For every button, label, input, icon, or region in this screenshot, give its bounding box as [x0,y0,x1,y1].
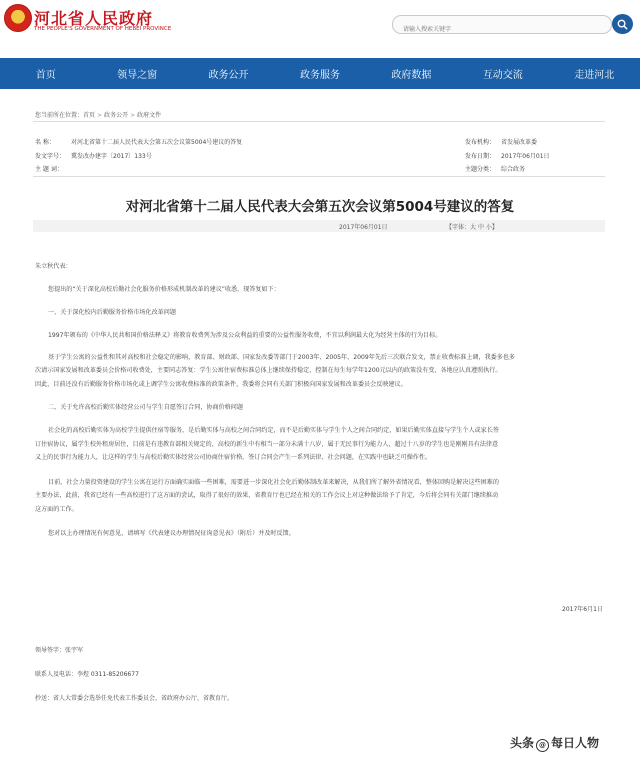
breadcrumb-home[interactable]: 首页 [83,112,96,119]
meta-name-label: 名 称： [35,139,55,146]
section-heading-2: 二、关于允许高校后勤实体经营公司与学生自愿签订合同，协商价格问题 [48,404,243,411]
meta-docno-label: 发文字号： [35,153,66,160]
paragraph-contract-line2: 订住宿协议，属学生校外租房居住，目前是有违教育部相关规定的，高校的新生中有相当一部分未满十八岁，属于无民事行为能力人，超过十八岁的学生也是刚刚具有法律意 [35,441,499,448]
paragraph-current-line1: 目前，社会力量投资建设的学生公寓在运行方面确实面临一些困难，需要进一步深化社会化后勤体制改革来解决，从我们所了解外省情况看，整体回购是解决这些困难的 [48,479,499,486]
paragraph-current-line2: 主要办法，此前，我省已经有一些高校进行了这方面的尝试，取得了很好的效果，省教育厅也已经在相关的工作会议上对这种做法给予了肯定，今后将会同有关部门继续推动 [35,492,499,499]
meta-docno-value: 冀发改办建字〔2017〕133号 [71,153,152,160]
paragraph-intro: 您提出的“关于深化高校后勤社会化服务价格形成机制改革的建议”收悉，现答复如下： [48,286,280,293]
font-size-small-button[interactable]: 小 [485,224,492,231]
paragraph-policy-line1: 基于学生公寓的公益性和其对高校和社会稳定的影响，教育部、财政部、国家发改委等部门于2003年、2005年、2009年先后三次联合发文，禁止收费标准上调，我委多也多 [48,354,515,361]
meta-issuer-value: 省发展改革委 [501,139,538,146]
document-date: 2017年06月01日 [339,224,388,231]
font-size-label: 【字体： [446,224,471,231]
nav-item-gov-affairs[interactable]: 政务公开 [208,70,249,81]
nav-item-home[interactable]: 首页 [35,70,56,81]
breadcrumb-gov-affairs[interactable]: 政务公开 [104,112,129,119]
breadcrumb-separator: > [130,112,136,119]
document-title: 对河北省第十二届人民代表大会第五次会议第5004号建议的答复 [125,199,515,215]
salutation: 朱立秋代表： [35,263,72,270]
meta-category-row [465,164,525,173]
meta-date-value: 2017年06月01日 [501,153,550,160]
contact-info: 联系人及电话：李煜 0311-85206677 [35,671,139,678]
nav-item-interaction[interactable]: 互动交流 [482,70,523,81]
paragraph-policy-line2: 次请示国家发展和改革委员会价格司收费处，主要同志答复：学生公寓住宿费标准总体上继续保持稳定，控制在每生每学年1200元以内的政策没有变，各地应认真遵照执行。 [35,367,502,374]
site-header [0,0,640,58]
font-size-selector [446,222,498,231]
document-dateline [33,220,605,232]
divider [33,176,605,177]
site-subtitle: THE PEOPLE'S GOVERNMENT OF HEBEI PROVINCE [34,26,172,32]
nav-item-about-hebei[interactable]: 走进河北 [574,70,615,81]
national-emblem-icon [4,4,32,32]
signature-date: 2017年6月1日 [562,606,603,613]
meta-category-value: 综合政务 [501,166,526,173]
leader-signature: 领导签字：张宇军 [35,647,84,654]
nav-item-services[interactable]: 政务服务 [299,70,340,81]
search-icon [617,19,628,30]
meta-category-label: 主题分类： [465,166,496,173]
paragraph-current-line3: 这方面的工作。 [35,506,78,513]
meta-docno-row [35,151,152,160]
meta-issuer-label: 发布机构： [465,139,496,146]
meta-name-row [35,137,242,146]
meta-subject-row [35,164,71,173]
paragraph-law: 1997年颁布的《中华人民共和国价格法释义》将教育收费列为涉及公众利益的重要的公益性服务收费，不宜以利润最大化为经营主体的行为目标。 [48,332,442,339]
paragraph-contract-line3: 义上的民事行为能力人，让这样的学生与高校后勤实体经营公司协商住宿价格，签订合同会产生一系列法律、社会问题，在实践中也缺乏可操作性。 [35,454,432,461]
search-input[interactable] [403,22,603,37]
font-size-large-button[interactable]: 大 [470,224,477,231]
font-size-close: 】 [491,224,498,231]
cc-list: 抄送：省人大常委会选举任免代表工作委员会，省政府办公厅，省教育厅。 [35,695,234,702]
meta-name-value: 对河北省第十二届人民代表大会第五次会议第5004号建议的答复 [71,139,243,146]
font-size-medium-button[interactable]: 中 [477,224,484,231]
divider [33,121,605,122]
breadcrumb-separator: > [97,112,103,119]
meta-issuer-row [465,137,537,146]
breadcrumb-prefix: 您当前所在位置： [35,112,84,119]
watermark-brand: 每日人物 [551,736,600,750]
breadcrumb-gov-docs[interactable]: 政府文件 [137,112,162,119]
meta-date-row [465,151,550,160]
paragraph-contract-line1: 社会化的高校后勤实体为高校学生提供住宿等服务，是后勤实体与高校之间合同约定，而不是后勤实体与学生个人之间合同约定，如果后勤实体直接与学生个人或家长签 [48,427,499,434]
at-icon: @ [536,739,549,752]
meta-subject-label: 主 题 词： [35,166,63,173]
meta-date-label: 发布日期： [465,153,496,160]
nav-item-data[interactable]: 政府数据 [391,70,432,81]
search-button[interactable] [612,14,633,34]
watermark-prefix: 头条 [510,736,535,750]
site-title[interactable]: 河北省人民政府 [34,9,154,28]
paragraph-policy-line3: 因此，目前还没有后勤服务价格市场化或上调学生公寓收费标准的政策条件，我委将会同有关部门积极向国家发展和改革委员会反映建议。 [35,381,407,388]
paragraph-feedback: 您对以上办理情况有何意见，请填写《代表建议办理情况征询意见表》（附后）并及时反馈。 [48,530,295,537]
watermark [510,734,599,752]
section-heading-1: 一、关于深化校内后勤服务价格市场化改革问题 [48,309,176,316]
search-box [392,15,612,34]
breadcrumb [35,110,161,119]
main-nav [0,58,640,89]
nav-item-leaders[interactable]: 领导之窗 [117,70,158,81]
